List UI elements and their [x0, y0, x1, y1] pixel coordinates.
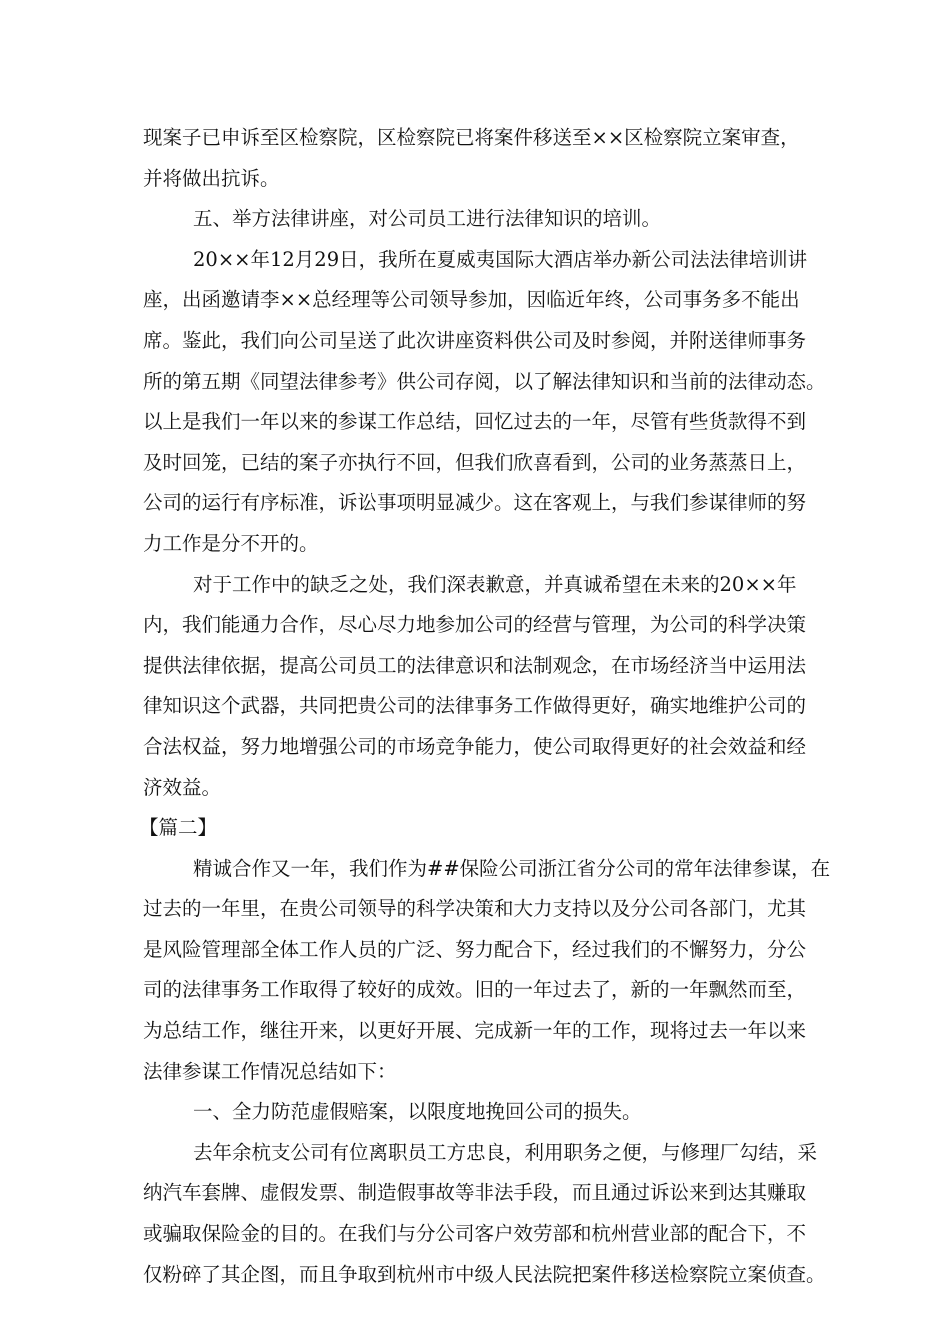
- text-line: 纳汽车套牌、虚假发票、制造假事故等非法手段，而且通过诉讼来到达其赚取: [143, 1181, 807, 1205]
- text-line: 并将做出抗诉。: [143, 166, 280, 190]
- part-heading: 【篇二】: [139, 816, 218, 840]
- text-line: 力工作是分不开的。: [143, 531, 319, 555]
- text-line: 合法权益，努力地增强公司的市场竞争能力，使公司取得更好的社会效益和经: [143, 734, 807, 758]
- text-line: 现案子已申诉至区检察院，区检察院已将案件移送至××区检察院立案审查，: [143, 126, 800, 149]
- text-line: 或骗取保险金的目的。在我们与分公司客户效劳部和杭州营业部的配合下，不: [143, 1222, 807, 1246]
- text-line: 是风险管理部全体工作人员的广泛、努力配合下，经过我们的不懈努力，分公: [143, 937, 807, 961]
- text-line: 席。鉴此，我们向公司呈送了此次讲座资料供公司及时参阅，并附送律师事务: [143, 328, 807, 352]
- text-line: 以上是我们一年以来的参谋工作总结，回忆过去的一年，尽管有些货款得不到: [143, 410, 807, 434]
- text-line: 及时回笼，已结的案子亦执行不回，但我们欣喜看到，公司的业务蒸蒸日上，: [143, 450, 807, 474]
- text-line: 法律参谋工作情况总结如下：: [143, 1059, 397, 1083]
- section-heading: 五、举方法律讲座，对公司员工进行法律知识的培训。: [193, 207, 662, 231]
- text-line: 座，出函邀请李××总经理等公司领导参加，因临近年终，公司事务多不能出: [143, 288, 800, 312]
- text-line: 对于工作中的缺乏之处，我们深表歉意，并真诚希望在未来的20××年: [193, 572, 797, 596]
- text-line: 提供法律依据，提高公司员工的法律意识和法制观念，在市场经济当中运用法: [143, 653, 807, 677]
- text-line: 去年余杭支公司有位离职员工方忠良，利用职务之便，与修理厂勾结，采: [193, 1140, 818, 1164]
- text-line: 济效益。: [143, 775, 222, 799]
- text-line: 内，我们能通力合作，尽心尽力地参加公司的经营与管理，为公司的科学决策: [143, 613, 807, 637]
- text-line: 司的法律事务工作取得了较好的成效。旧的一年过去了，新的一年飘然而至，: [143, 978, 807, 1002]
- section-heading: 一、全力防范虚假赔案，以限度地挽回公司的损失。: [193, 1100, 642, 1124]
- document-body: [139, 118, 831, 1295]
- text-line: 为总结工作，继往开来，以更好开展、完成新一年的工作，现将过去一年以来: [143, 1019, 807, 1043]
- text-line: 精诚合作又一年，我们作为##保险公司浙江省分公司的常年法律参谋，在: [193, 856, 831, 880]
- text-line: 过去的一年里，在贵公司领导的科学决策和大力支持以及分公司各部门，尤其: [143, 897, 807, 921]
- text-line: 公司的运行有序标准，诉讼事项明显减少。这在客观上，与我们参谋律师的努: [143, 491, 807, 515]
- text-line: 所的第五期《同望法律参考》供公司存阅，以了解法律知识和当前的法律动态。: [143, 369, 826, 393]
- text-line: 仅粉碎了其企图，而且争取到杭州市中级人民法院把案件移送检察院立案侦查。: [143, 1262, 826, 1286]
- text-line: 律知识这个武器，共同把贵公司的法律事务工作做得更好，确实地维护公司的: [143, 694, 807, 718]
- text-line: 20××年12月29日，我所在夏威夷国际大酒店举办新公司法法律培训讲: [193, 247, 808, 271]
